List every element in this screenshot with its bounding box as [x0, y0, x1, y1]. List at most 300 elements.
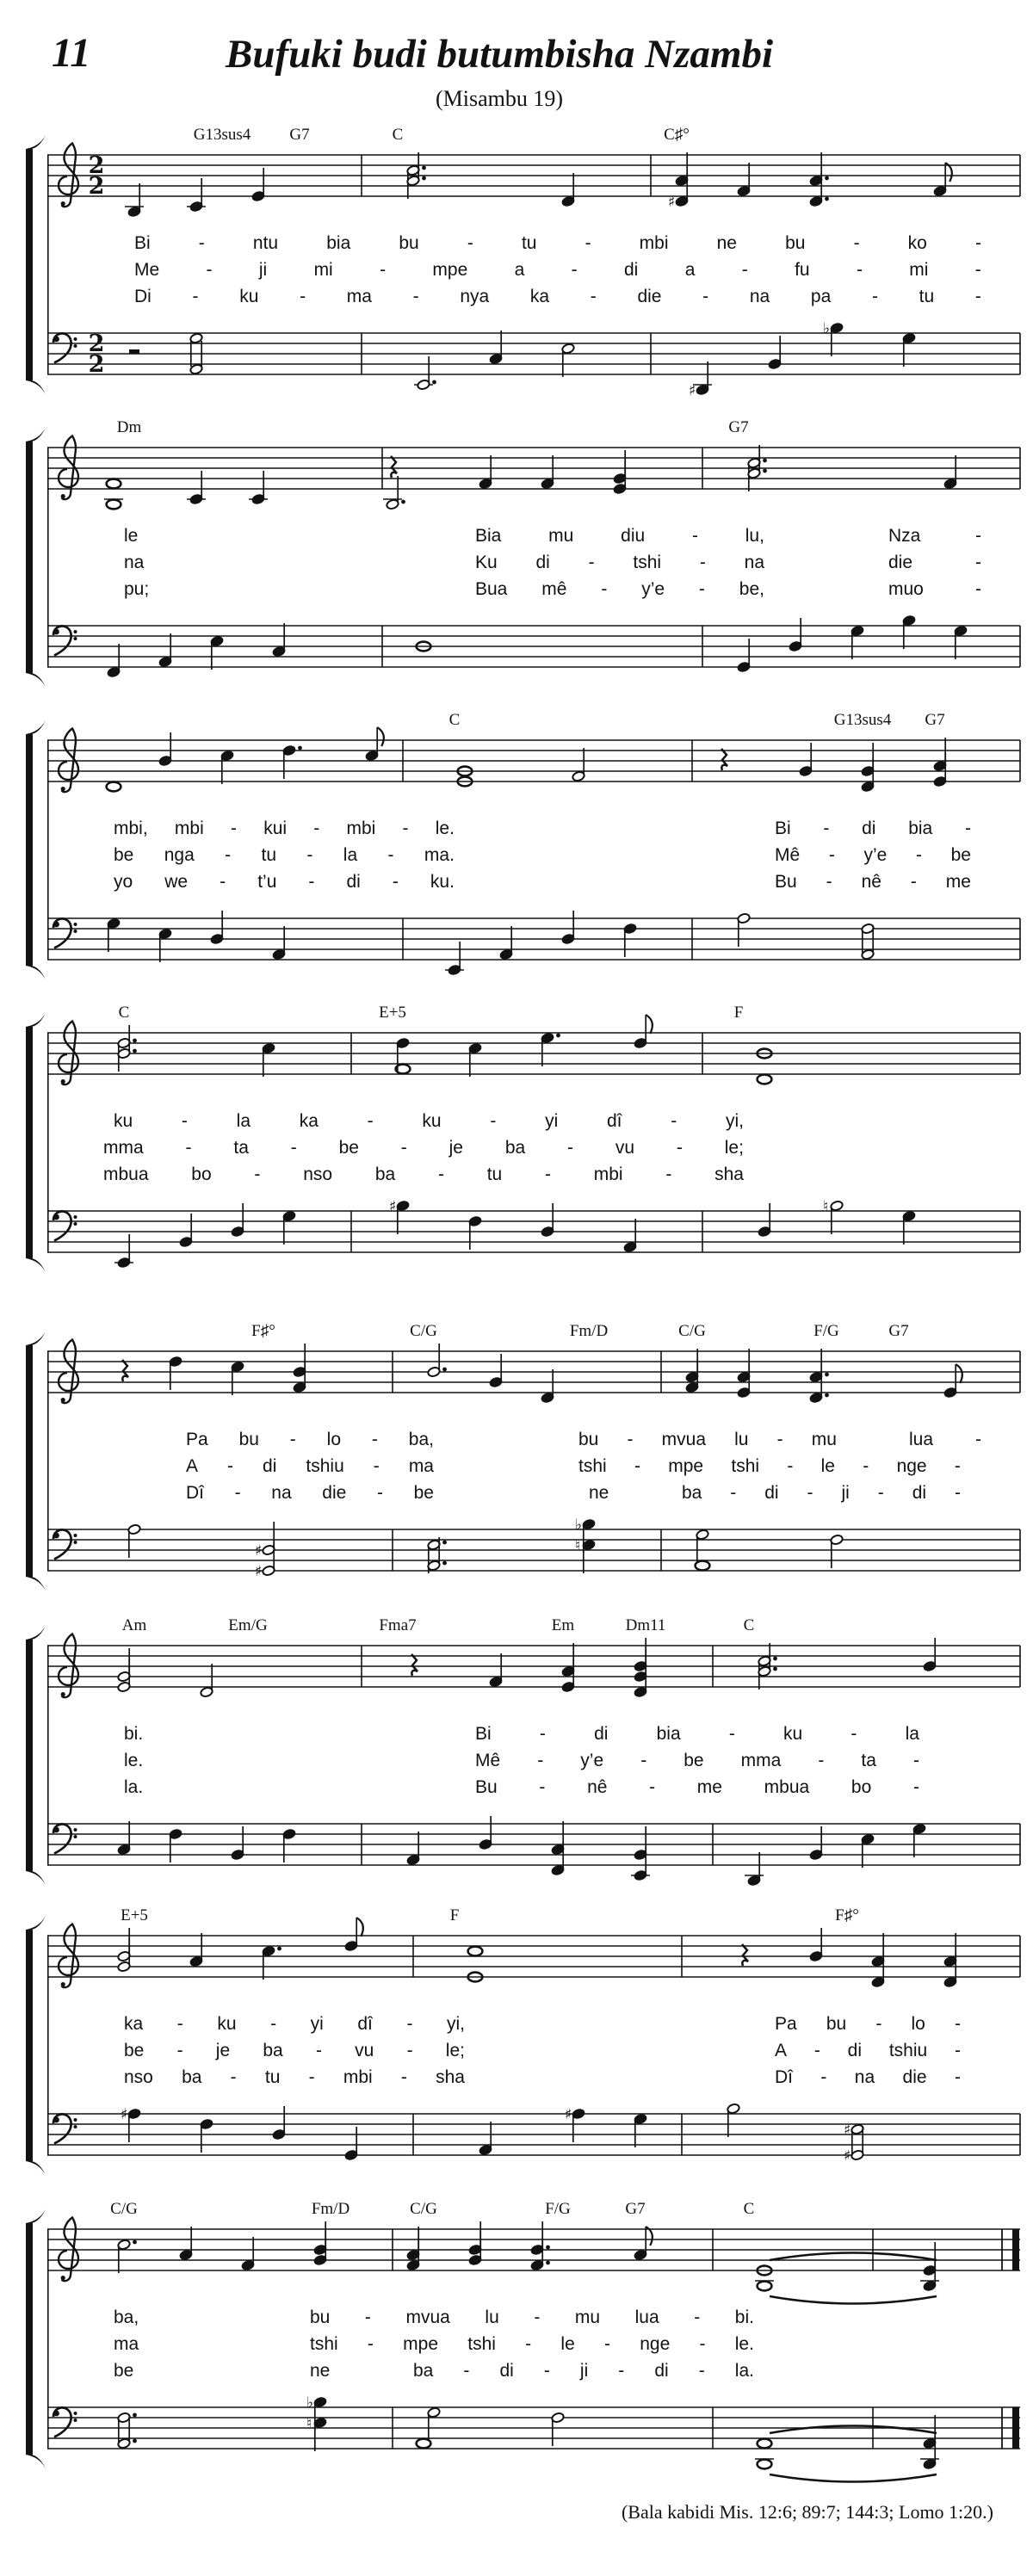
lyric-syllable: -	[437, 1164, 444, 1184]
system-7	[0, 1906, 1033, 2194]
note	[411, 1654, 418, 1676]
chord-symbol: C/G	[410, 2200, 437, 2218]
lyric-syllable: -	[402, 819, 409, 838]
lyric-syllable: tu	[264, 2067, 281, 2087]
bass-staff	[47, 1529, 1020, 1571]
chord-symbol: G7	[289, 126, 310, 144]
note	[912, 1823, 926, 1857]
lyric-syllable: -	[185, 1138, 192, 1158]
lyric-syllable: -	[227, 1456, 234, 1476]
lyric-syllable: le.	[435, 819, 455, 838]
bass-clef-icon	[53, 1824, 77, 1853]
chord-symbol: G7	[925, 711, 945, 729]
lyric-syllable: -	[367, 1111, 374, 1131]
lyric-syllable: mma	[740, 1751, 782, 1770]
lyric-syllable: -	[915, 845, 922, 865]
lyric-syllable: mma	[103, 1138, 144, 1158]
note	[745, 1852, 764, 1887]
lyric-syllable: -	[828, 845, 835, 865]
lyric-syllable: -	[376, 1483, 383, 1503]
lyric-syllable: di	[624, 260, 639, 280]
lyric-syllable: -	[776, 1430, 783, 1449]
lyric-phrase-verse-2	[310, 2333, 754, 2356]
chord-symbol: C/G	[110, 2200, 138, 2218]
note	[445, 942, 464, 976]
lyric-syllable: Dî	[775, 2067, 793, 2087]
lyric-syllable: -	[400, 2067, 407, 2087]
lyric-syllable: -	[490, 1111, 497, 1131]
lyric-syllable: tshi	[731, 1456, 760, 1476]
lyric-syllable: die	[888, 553, 913, 572]
lyric-syllable: ka	[529, 287, 550, 306]
lyric-syllable: lu	[485, 2307, 499, 2327]
bass-staff	[47, 1824, 1020, 1865]
lyric-syllable: mvua	[661, 1430, 706, 1449]
note	[272, 623, 286, 658]
note	[107, 644, 121, 678]
lyric-syllable: tshi	[467, 2334, 496, 2354]
lyric-syllable: je	[215, 2041, 231, 2060]
lyric-syllable: -	[699, 2334, 706, 2354]
lyric-syllable: tshiu	[888, 2041, 928, 2060]
treble-staff	[47, 1351, 1020, 1393]
time-signature	[89, 330, 105, 378]
bass-clef-icon	[53, 2407, 77, 2437]
lyric-syllable: ku	[239, 287, 259, 306]
svg-text:♯: ♯	[844, 2122, 851, 2139]
lyric-syllable: -	[567, 1138, 574, 1158]
lyric-syllable: Me	[134, 260, 160, 280]
lyric-syllable: bu	[785, 233, 806, 253]
note	[158, 633, 172, 668]
scripture-reference: (Bala kabidi Mis. 12:6; 89:7; 144:3; Lomo 1:20.)	[621, 2501, 993, 2523]
lyric-syllable: Bua	[475, 579, 508, 599]
lyric-syllable: le;	[724, 1138, 744, 1158]
lyric-syllable: Mê	[775, 845, 801, 865]
lyric-syllable: na	[854, 2067, 875, 2087]
lyric-syllable: -	[853, 233, 860, 253]
system-3	[0, 711, 1033, 998]
lyric-syllable: lu	[734, 1430, 749, 1449]
bass-clef-icon	[53, 333, 77, 362]
lyric-phrase-verse-3: la.	[124, 1777, 144, 1797]
lyric-syllable: -	[289, 1430, 296, 1449]
lyric-phrase-verse-3: ne	[310, 2361, 331, 2381]
lyric-syllable: bu	[826, 2014, 847, 2034]
lyric-syllable: Pa	[186, 1430, 208, 1449]
lyric-syllable: di	[654, 2361, 669, 2381]
svg-text:2: 2	[88, 330, 105, 357]
note	[830, 1534, 844, 1568]
lyric-syllable: tu	[261, 845, 277, 865]
svg-text:♯: ♯	[121, 2106, 128, 2123]
chord-symbol: C	[118, 1004, 130, 1022]
note	[282, 1828, 296, 1863]
note	[634, 2113, 647, 2147]
note	[179, 2227, 193, 2261]
lyric-phrase-verse-3	[475, 1776, 919, 1799]
lyric-syllable: yi,	[447, 2014, 465, 2034]
lyric-syllable: sha	[436, 2067, 465, 2087]
lyric-phrase-verse-3	[413, 2360, 754, 2382]
note	[758, 1075, 772, 1084]
note	[282, 1210, 296, 1245]
lyric-syllable: -	[698, 2361, 705, 2381]
lyric-syllable: -	[406, 2041, 413, 2060]
note	[107, 917, 121, 952]
svg-text:♯: ♯	[255, 1542, 263, 1560]
tie-curve	[770, 2253, 937, 2261]
lyric-syllable: -	[954, 2014, 961, 2034]
lyric-phrase-verse-2	[114, 844, 455, 867]
note	[758, 2439, 772, 2449]
lyric-syllable: ma	[346, 287, 372, 306]
lyric-phrase-verse-3	[186, 1482, 434, 1504]
lyric-syllable: na	[271, 1483, 292, 1503]
lyric-syllable: kui	[263, 819, 288, 838]
lyric-syllable: bu	[310, 2307, 331, 2327]
note	[499, 926, 513, 961]
svg-text:♯: ♯	[255, 1563, 263, 1580]
lyric-syllable: -	[863, 1456, 869, 1476]
note	[809, 1826, 823, 1861]
svg-text:♯: ♯	[565, 2106, 572, 2123]
note	[561, 343, 575, 377]
note	[468, 1947, 483, 1956]
note	[575, 1537, 596, 1573]
lyric-syllable: die	[637, 287, 662, 306]
lyric-syllable: -	[728, 1724, 735, 1744]
note	[200, 1664, 213, 1698]
chord-symbol: Dm11	[625, 1616, 666, 1634]
lyric-phrase-verse-2	[775, 844, 971, 867]
lyric-syllable: -	[539, 1777, 546, 1797]
lyric-syllable: -	[954, 1456, 961, 1476]
chord-symbol: C	[743, 2200, 755, 2218]
lyric-phrase-verse-2	[186, 1455, 434, 1478]
lyric-syllable: -	[698, 579, 705, 599]
lyric-syllable: a	[514, 260, 525, 280]
lyric-syllable: di	[499, 2361, 514, 2381]
note	[809, 1349, 829, 1383]
lyric-syllable: nya	[460, 287, 490, 306]
system-bracket-icon	[26, 135, 46, 394]
lyric-syllable: -	[975, 553, 981, 572]
lyric-phrase-verse-3: ne	[589, 1483, 609, 1503]
svg-text:♭: ♭	[306, 2394, 314, 2412]
note	[158, 732, 172, 767]
chord-symbol: C	[448, 711, 461, 729]
lyric-phrase-verse-1	[475, 1723, 919, 1745]
lyric-phrase-verse-3	[103, 1164, 744, 1186]
lyric-phrase-verse-2	[475, 1750, 919, 1772]
lyric-syllable: be	[124, 2041, 145, 2060]
chord-symbol: F	[733, 1004, 744, 1022]
lyric-syllable: mpe	[668, 1456, 704, 1476]
lyric-phrase-verse-1: le	[124, 526, 139, 546]
lyric-syllable: nê	[587, 1777, 608, 1797]
lyric-syllable: Bu	[775, 872, 797, 892]
hymn-title: Bufuki budi butumbisha Nzambi	[225, 32, 773, 77]
chord-symbol: G7	[728, 418, 749, 436]
lyric-syllable: -	[649, 1777, 656, 1797]
lyric-syllable: ku.	[430, 872, 455, 892]
lyric-syllable: -	[544, 1164, 551, 1184]
system-bracket-icon	[26, 1013, 46, 1272]
svg-text:2: 2	[88, 152, 105, 179]
lyric-syllable: pa	[810, 287, 832, 306]
lyric-syllable: be,	[739, 579, 764, 599]
chord-symbol: F♯°	[835, 1906, 859, 1924]
lyric-syllable: sha	[714, 1164, 744, 1184]
note	[306, 2415, 327, 2451]
lyric-syllable: -	[954, 2041, 961, 2060]
lyric-syllable: -	[225, 845, 232, 865]
svg-text:♯: ♯	[668, 194, 676, 211]
lyric-syllable: diu	[621, 526, 646, 546]
hymn-subtitle: (Misambu 19)	[435, 86, 564, 111]
note	[809, 1928, 823, 1962]
lyric-syllable: -	[412, 287, 419, 306]
lyric-syllable: ba	[263, 2041, 283, 2060]
lyric-syllable: bia	[326, 233, 351, 253]
lyric-syllable: -	[206, 260, 213, 280]
lyric-syllable: be	[413, 1483, 434, 1503]
lyric-syllable: -	[826, 872, 832, 892]
lyric-syllable: -	[467, 233, 473, 253]
lyric-syllable: -	[400, 1138, 407, 1158]
lyric-syllable: yi	[545, 1111, 559, 1131]
note	[541, 1032, 560, 1066]
lyric-syllable: -	[676, 1138, 683, 1158]
bass-staff	[47, 1211, 1020, 1252]
lyric-phrase-verse-3	[134, 286, 981, 308]
note	[344, 2127, 358, 2161]
lyric-syllable: nso	[124, 2067, 153, 2087]
lyric-syllable: mbi	[174, 819, 204, 838]
chord-symbol: Em/G	[228, 1616, 268, 1634]
lyric-syllable: ma	[408, 1456, 434, 1476]
note	[551, 2412, 565, 2446]
chord-symbol: G7	[888, 1322, 909, 1340]
chord-symbol: G7	[625, 2200, 646, 2218]
note	[737, 639, 751, 673]
lyric-syllable: bu	[238, 1430, 259, 1449]
lyric-syllable: we	[164, 872, 189, 892]
lyric-syllable: di	[346, 872, 361, 892]
hymn-number: 11	[52, 30, 91, 76]
note	[902, 615, 916, 649]
chord-symbol: G13sus4	[193, 126, 251, 144]
lyric-syllable: -	[543, 2361, 550, 2381]
lyric-syllable: le;	[445, 2041, 465, 2060]
lyric-syllable: be	[114, 845, 134, 865]
lyric-syllable: lo	[911, 2014, 925, 2034]
lyric-syllable: -	[975, 526, 981, 546]
lyric-syllable: -	[315, 2041, 322, 2060]
lyric-phrase-verse-1	[134, 232, 981, 255]
lyric-syllable: -	[220, 872, 226, 892]
treble-staff	[47, 155, 1020, 196]
note	[383, 476, 405, 510]
svg-text:♮: ♮	[575, 1537, 581, 1554]
chord-symbol: Fm/D	[569, 1322, 609, 1340]
lyric-syllable: vu	[615, 1138, 635, 1158]
note	[200, 2118, 213, 2153]
treble-staff	[47, 1936, 1020, 1977]
lyric-syllable: ba	[682, 1483, 702, 1503]
lyric-syllable: t’u	[257, 872, 277, 892]
lyric-syllable: ku	[422, 1111, 442, 1131]
lyric-syllable: di	[912, 1483, 927, 1503]
lyric-syllable: mu	[574, 2307, 601, 2327]
chord-symbol: Am	[121, 1616, 147, 1634]
bass-clef-icon	[53, 1529, 77, 1559]
lyric-syllable: -	[601, 579, 608, 599]
note	[468, 1042, 482, 1077]
bass-staff	[47, 2407, 1020, 2449]
lyric-syllable: mu	[548, 526, 574, 546]
lyric-syllable: ba	[374, 1164, 396, 1184]
lyric-syllable: yi,	[725, 1111, 744, 1131]
lyric-syllable: -	[192, 287, 199, 306]
lyric-syllable: bi.	[734, 2307, 754, 2327]
lyric-syllable: dî	[357, 2014, 373, 2034]
lyric-syllable: -	[665, 1164, 672, 1184]
lyric-syllable: -	[787, 1456, 794, 1476]
note	[231, 1361, 244, 1395]
lyric-phrase-verse-1	[475, 525, 764, 547]
lyric-syllable: la.	[734, 2361, 754, 2381]
lyric-syllable: -	[818, 1751, 825, 1770]
lyric-syllable: -	[910, 872, 917, 892]
bass-clef-icon	[53, 2114, 77, 2143]
lyric-syllable: Pa	[775, 2014, 797, 2034]
lyric-syllable: be	[684, 1751, 704, 1770]
lyric-syllable: tu	[486, 1164, 503, 1184]
lyric-phrase-verse-1	[114, 1110, 744, 1133]
note	[479, 455, 492, 490]
lyric-syllable: di	[862, 819, 876, 838]
note	[634, 2227, 653, 2261]
system-bracket-icon	[26, 1331, 46, 1591]
lyric-syllable: le.	[734, 2334, 754, 2354]
note	[114, 1234, 133, 1269]
lyric-phrase-verse-1	[578, 1429, 837, 1451]
lyric-syllable: -	[313, 819, 320, 838]
lyric-syllable: mu	[811, 1430, 837, 1449]
system-5	[0, 1322, 1033, 1609]
note	[107, 479, 121, 489]
lyric-syllable: -	[254, 1164, 261, 1184]
note	[489, 330, 503, 365]
note	[479, 1816, 492, 1850]
lyric-syllable: la	[905, 1724, 919, 1744]
lyric-syllable: ka	[124, 2014, 144, 2034]
chord-symbol: E+5	[121, 1906, 148, 1924]
lyric-phrase-verse-3: pu;	[124, 579, 150, 599]
lyric-syllable: -	[741, 260, 748, 280]
note	[414, 356, 436, 391]
lyric-syllable: bo	[191, 1164, 212, 1184]
lyric-syllable: na	[749, 287, 770, 306]
lyric-syllable: A	[775, 2041, 788, 2060]
system-bracket-icon	[26, 1916, 46, 2175]
note	[255, 1522, 275, 1560]
lyric-syllable: ba,	[408, 1430, 434, 1449]
note	[755, 2281, 774, 2290]
lyric-syllable: -	[585, 233, 591, 253]
lyric-syllable: tu	[521, 233, 537, 253]
lyric-syllable: -	[367, 2334, 374, 2354]
note	[406, 1832, 420, 1866]
lyric-syllable: -	[702, 287, 709, 306]
lyric-phrase-verse-3: be	[114, 2361, 134, 2381]
lyric-syllable: -	[463, 2361, 470, 2381]
lyric-syllable: -	[694, 2307, 701, 2327]
note	[902, 1210, 916, 1245]
lyric-syllable: mi	[909, 260, 929, 280]
lyric-syllable: Di	[134, 287, 152, 306]
lyric-syllable: di	[535, 553, 550, 572]
note	[251, 168, 265, 202]
lyric-phrase-verse-2: le.	[124, 1751, 144, 1770]
note	[189, 1933, 203, 1968]
bass-clef-icon	[53, 918, 77, 948]
lyric-syllable: -	[954, 1483, 961, 1503]
note	[427, 2406, 441, 2441]
lyric-syllable: Bi	[775, 819, 791, 838]
chord-symbol: Fma7	[379, 1616, 417, 1634]
note	[789, 618, 802, 652]
note	[737, 163, 751, 197]
chord-symbol: F/G	[545, 2200, 571, 2218]
lyric-syllable: y’e	[863, 845, 888, 865]
lyric-phrase-verse-2	[578, 1455, 961, 1478]
tie-curve	[770, 2296, 937, 2304]
lyric-syllable: -	[974, 260, 981, 280]
lyric-syllable: Mê	[475, 1751, 501, 1770]
note	[561, 911, 575, 945]
lyric-syllable: la	[343, 845, 358, 865]
lyric-syllable: -	[308, 2067, 315, 2087]
lyric-phrase-verse-2	[134, 259, 981, 281]
lyric-syllable: -	[406, 2014, 413, 2034]
lyric-syllable: nê	[861, 872, 881, 892]
lyric-syllable: -	[974, 233, 981, 253]
lyric-syllable: mê	[541, 579, 567, 599]
note	[262, 1042, 275, 1077]
chord-symbol: F/G	[813, 1322, 839, 1340]
svg-text:♯: ♯	[689, 382, 696, 399]
lyric-syllable: lu,	[745, 526, 764, 546]
note	[104, 499, 123, 509]
lyric-phrase-verse-1: ba,	[114, 2307, 139, 2327]
lyric-syllable: mbi	[639, 233, 669, 253]
lyric-syllable: -	[618, 2361, 625, 2381]
lyric-syllable: lo	[326, 1430, 342, 1449]
note	[129, 349, 139, 354]
chord-symbol: Fm/D	[311, 2200, 350, 2218]
lyric-syllable: Nza	[888, 526, 921, 546]
note	[187, 178, 206, 213]
lyric-syllable: -	[571, 260, 578, 280]
lyric-syllable: mbua	[764, 1777, 810, 1797]
note	[210, 911, 224, 945]
chord-symbol: F♯°	[251, 1322, 275, 1340]
lyric-phrase-verse-1: bi.	[124, 1724, 144, 1744]
lyric-syllable: -	[373, 1456, 380, 1476]
